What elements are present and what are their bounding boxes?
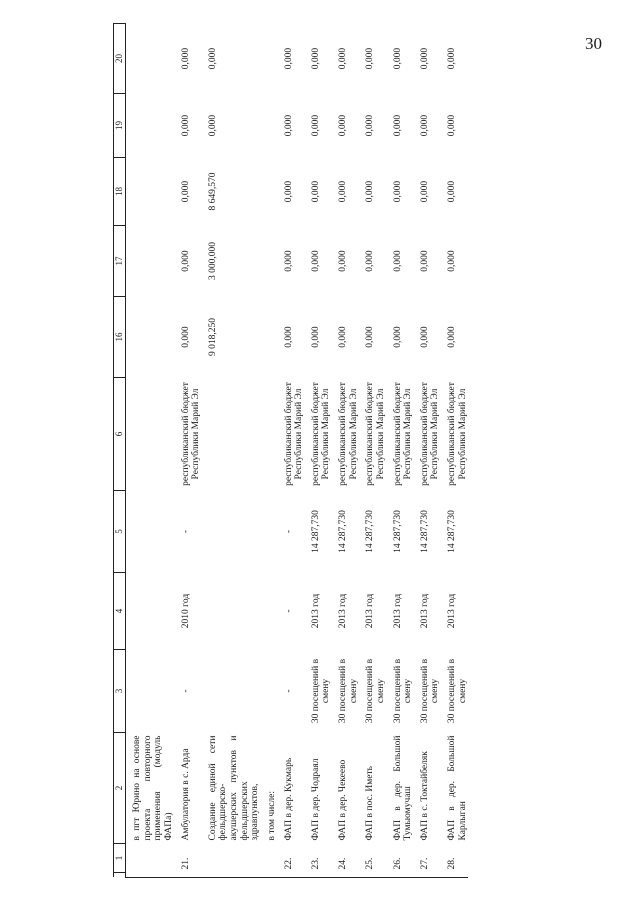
header-cell: 19 <box>114 94 126 158</box>
value-col-17: 0,000 <box>338 250 348 272</box>
row-number <box>202 844 261 873</box>
funding-source: республиканский бюджет Республики Марий Эл <box>419 382 441 486</box>
row-number: 24. <box>338 857 348 870</box>
row-number: 28. <box>447 857 457 870</box>
capacity <box>202 650 261 733</box>
value-col-17: 0,000 <box>392 250 403 272</box>
row-left-border <box>441 873 468 878</box>
value-col-19 <box>126 94 175 158</box>
estimated-cost: - <box>180 529 191 534</box>
value-col-20: 0,000 <box>419 47 430 70</box>
value-col-18: 0,000 <box>392 180 403 203</box>
value-col-18: 0,000 <box>338 180 348 203</box>
row-number: 22. <box>283 857 294 870</box>
row-number: 25. <box>365 857 376 870</box>
capacity <box>126 650 175 733</box>
funding-source: республиканский бюджет Республики Марий Эл <box>310 382 332 486</box>
estimated-cost <box>126 491 175 573</box>
value-col-19: 0,000 <box>392 114 403 137</box>
value-col-16: 9 018,250 <box>207 318 218 356</box>
value-col-17: 0,000 <box>283 250 294 272</box>
row-number: 21. <box>180 857 191 870</box>
funding-source: республиканский бюджет Республики Марий Эл <box>365 382 386 486</box>
value-col-18: 0,000 <box>419 180 430 203</box>
estimated-cost <box>261 491 278 573</box>
value-col-16: 0,000 <box>392 326 403 348</box>
value-col-16: 0,000 <box>419 326 430 348</box>
table-row-r25 <box>359 24 386 878</box>
value-col-20 <box>126 24 175 94</box>
commission-year: 2013 год <box>310 593 321 629</box>
header-cell: 20 <box>114 24 126 94</box>
value-col-19 <box>261 94 278 158</box>
value-col-20: 0,000 <box>310 47 321 70</box>
value-col-17: 0,000 <box>310 250 321 272</box>
value-col-16: 0,000 <box>283 326 294 348</box>
value-col-17: 0,000 <box>419 250 430 272</box>
header-cell: 3 <box>114 650 126 733</box>
value-col-16: 0,000 <box>338 326 348 348</box>
table-row-r23 <box>305 24 332 878</box>
funding-source: республиканский бюджет Республики Марий Эл <box>392 382 414 486</box>
object-name: Создание единой сети фельдшерско-акушерских пунктов и фельдшерских здравпунктов, <box>207 735 261 841</box>
estimated-cost: 14 287,730 <box>392 510 403 553</box>
funding-source <box>202 378 261 491</box>
row-left-border <box>202 873 261 878</box>
value-col-19: 0,000 <box>419 114 430 137</box>
row-number: 23. <box>310 857 321 870</box>
value-col-19: 0,000 <box>180 114 191 137</box>
object-name: в том числе: <box>266 790 277 841</box>
value-col-17: 0,000 <box>180 250 191 272</box>
commission-year: 2013 год <box>447 593 457 629</box>
funding-source: республиканский бюджет Республики Марий Эл <box>283 382 305 486</box>
value-col-19: 0,000 <box>207 114 218 137</box>
commission-year <box>126 573 175 650</box>
value-col-18 <box>126 158 175 226</box>
object-name: ФАП в дер. Кукмарь <box>283 757 294 841</box>
table-row-r26 <box>387 24 414 878</box>
header-cell: 17 <box>114 226 126 297</box>
object-name: в пгт Юрино на основе проекта повторного применения (модуль ФАПа) <box>132 735 174 841</box>
estimated-cost: 14 287,730 <box>447 510 457 553</box>
capacity: 30 посещений в смену <box>447 658 468 724</box>
capacity: 30 посещений в смену <box>310 658 332 724</box>
row-left-border <box>261 873 278 878</box>
object-name: Амбулатория в с. Арда <box>180 748 191 841</box>
value-col-18 <box>261 158 278 226</box>
estimated-cost: 14 287,730 <box>310 510 321 553</box>
funding-source: республиканский бюджет Республики Марий Эл <box>338 382 359 486</box>
commission-year: 2013 год <box>338 593 348 629</box>
header-spacer <box>114 873 126 878</box>
table-row-r22 <box>278 24 305 878</box>
capacity: - <box>180 689 191 693</box>
header-cell: 6 <box>114 378 126 491</box>
value-col-18: 0,000 <box>447 180 457 203</box>
value-col-18: 0,000 <box>180 180 191 203</box>
header-cell: 1 <box>114 844 126 873</box>
header-cell: 5 <box>114 491 126 573</box>
value-col-17: 3 000,000 <box>207 242 218 280</box>
commission-year: - <box>283 609 294 613</box>
rotated-table-container <box>113 34 537 878</box>
value-col-16 <box>126 297 175 378</box>
estimated-cost <box>202 491 261 573</box>
row-left-border <box>332 873 359 878</box>
investment-table <box>113 23 468 878</box>
value-col-19: 0,000 <box>283 114 294 137</box>
value-col-16: 0,000 <box>365 326 376 348</box>
commission-year: 2013 год <box>365 593 376 629</box>
commission-year <box>202 573 261 650</box>
object-name: ФАП в дер. Чодраял <box>310 758 321 841</box>
value-col-20: 0,000 <box>283 47 294 70</box>
value-col-20: 0,000 <box>207 47 218 70</box>
funding-source <box>261 378 278 491</box>
value-col-17: 0,000 <box>365 250 376 272</box>
table-row-cont <box>126 24 175 878</box>
row-number <box>261 844 278 873</box>
value-col-17 <box>261 226 278 297</box>
estimated-cost: 14 287,730 <box>419 510 430 553</box>
commission-year: 2013 год <box>419 593 430 629</box>
row-left-border <box>359 873 386 878</box>
object-name: ФАП в дер. Чекеево <box>338 759 348 841</box>
value-col-16: 0,000 <box>310 326 321 348</box>
object-name: ФАП в дер. Большой Тумьюмучаш <box>392 735 414 841</box>
value-col-20 <box>261 24 278 94</box>
value-col-17 <box>126 226 175 297</box>
value-col-20: 0,000 <box>365 47 376 70</box>
header-cell: 2 <box>114 733 126 844</box>
table-row-net <box>202 24 261 878</box>
value-col-20: 0,000 <box>392 47 403 70</box>
page-number: 30 <box>585 34 602 53</box>
funding-source: республиканский бюджет Республики Марий Эл <box>447 382 468 486</box>
value-col-16 <box>261 297 278 378</box>
estimated-cost: - <box>283 529 294 534</box>
value-col-18: 8 649,570 <box>207 172 218 211</box>
object-name: ФАП в с. Токтайбеляк <box>419 751 430 841</box>
value-col-16: 0,000 <box>447 326 457 348</box>
commission-year <box>261 573 278 650</box>
funding-source <box>126 378 175 491</box>
table-row-r27 <box>414 24 441 878</box>
value-col-18: 0,000 <box>310 180 321 203</box>
capacity: 30 посещений в смену <box>365 658 386 724</box>
capacity: 30 посещений в смену <box>338 658 359 724</box>
header-cell: 4 <box>114 573 126 650</box>
table-row-r28 <box>441 24 468 878</box>
row-left-border <box>175 873 202 878</box>
capacity: 30 посещений в смену <box>419 658 441 724</box>
row-left-border <box>387 873 414 878</box>
table-row-r21 <box>175 24 202 878</box>
row-number <box>126 844 175 873</box>
estimated-cost: 14 287,730 <box>365 510 376 553</box>
commission-year: 2013 год <box>392 593 403 629</box>
row-left-border <box>278 873 305 878</box>
table-row-r24 <box>332 24 359 878</box>
value-col-20: 0,000 <box>338 47 348 70</box>
object-name: ФАП в дер. Большой Карлыган <box>447 735 468 841</box>
commission-year: 2010 год <box>180 593 191 629</box>
table-row-incl <box>261 24 278 878</box>
value-col-17: 0,000 <box>447 250 457 272</box>
row-number: 26. <box>392 857 403 870</box>
row-number: 27. <box>419 857 430 870</box>
funding-source: республиканский бюджет Республики Марий Эл <box>180 382 202 486</box>
estimated-cost: 14 287,730 <box>338 510 348 553</box>
value-col-19: 0,000 <box>365 114 376 137</box>
header-cell: 16 <box>114 297 126 378</box>
object-name: ФАП в пос. Иметь <box>365 766 376 841</box>
header-row <box>114 24 126 878</box>
capacity <box>261 650 278 733</box>
value-col-19: 0,000 <box>310 114 321 137</box>
row-left-border <box>414 873 441 878</box>
value-col-18: 0,000 <box>283 180 294 203</box>
value-col-20: 0,000 <box>180 47 191 70</box>
row-left-border <box>126 873 175 878</box>
row-left-border <box>305 873 332 878</box>
capacity: - <box>283 689 294 693</box>
capacity: 30 посещений в смену <box>392 658 414 724</box>
value-col-16: 0,000 <box>180 326 191 348</box>
value-col-19: 0,000 <box>338 114 348 137</box>
value-col-18: 0,000 <box>365 180 376 203</box>
header-cell: 18 <box>114 158 126 226</box>
value-col-20: 0,000 <box>447 47 457 70</box>
value-col-19: 0,000 <box>447 114 457 137</box>
